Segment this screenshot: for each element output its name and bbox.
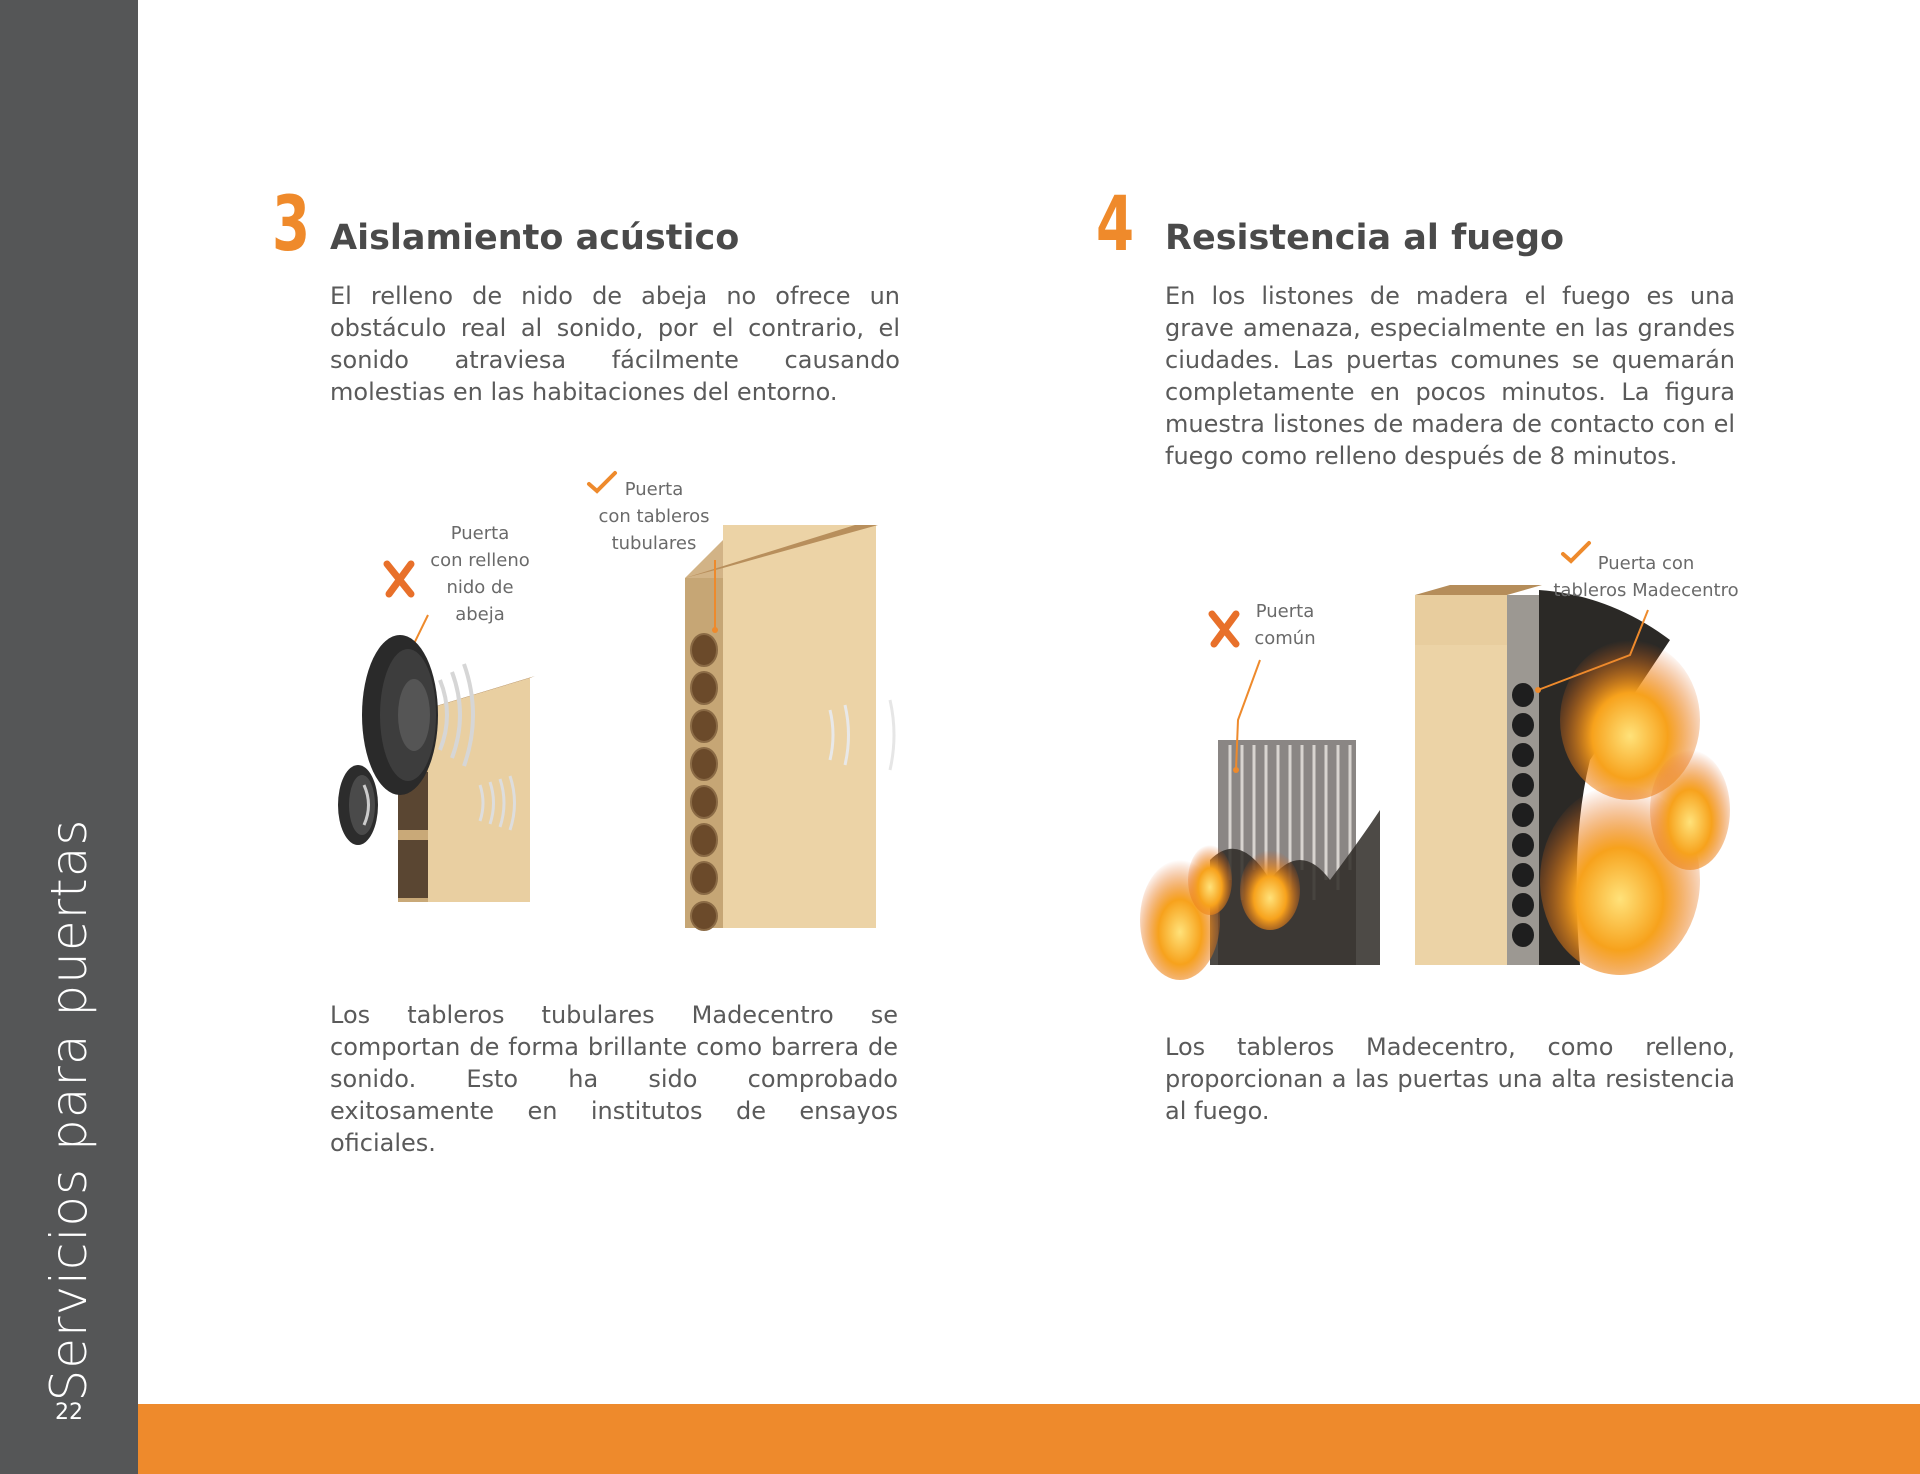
page-number: 22 <box>55 1400 83 1425</box>
label-tubular-door: Puerta con tableros tubulares <box>598 479 710 554</box>
label-madecentro-door: Puerta con tableros Madecentro <box>1553 553 1739 601</box>
label-honeycomb-door: Puerta con relleno nido de abeja <box>430 523 530 625</box>
section-number: 3 <box>272 179 311 268</box>
label-common-door: Puerta común <box>1254 601 1316 649</box>
section-intro: El relleno de nido de abeja no ofrece un obstáculo real al sonido, por el contrario, el sonido atraviesa fácilmente causando molestias en las habitaciones del entorno. <box>330 282 900 406</box>
small-speaker-image <box>338 765 378 845</box>
section-conclusion: Los tableros tubulares Madecentro se comportan de forma brillante como barrera de sonido. Esto ha sido comprobado exitosamente en institutos de ensayos oficiales. <box>330 1001 898 1157</box>
common-door-burned-image <box>1140 740 1380 980</box>
section-heading: Resistencia al fuego <box>1165 218 1565 258</box>
sidebar-title: Servicios para puertas <box>40 818 98 1402</box>
madecentro-door-image <box>1415 585 1730 975</box>
section-number: 4 <box>1096 179 1135 268</box>
cross-icon <box>1208 610 1240 648</box>
cross-icon <box>383 560 415 598</box>
section-intro: En los listones de madera el fuego es una grave amenaza, especialmente en las grandes ciudades. Las puertas comunes se quemarán completamente en pocos minutos. La figura muestra listones de madera de contacto con el fuego como relleno después de 8 minutos. <box>1165 282 1735 470</box>
tubular-door-image <box>685 525 894 930</box>
footer-bar <box>138 1404 1920 1474</box>
section-conclusion: Los tableros Madecentro, como relleno, proporcionan a las puertas una alta resistencia al fuego. <box>1165 1033 1735 1125</box>
section-heading: Aislamiento acústico <box>330 218 740 258</box>
sidebar <box>0 0 138 1474</box>
